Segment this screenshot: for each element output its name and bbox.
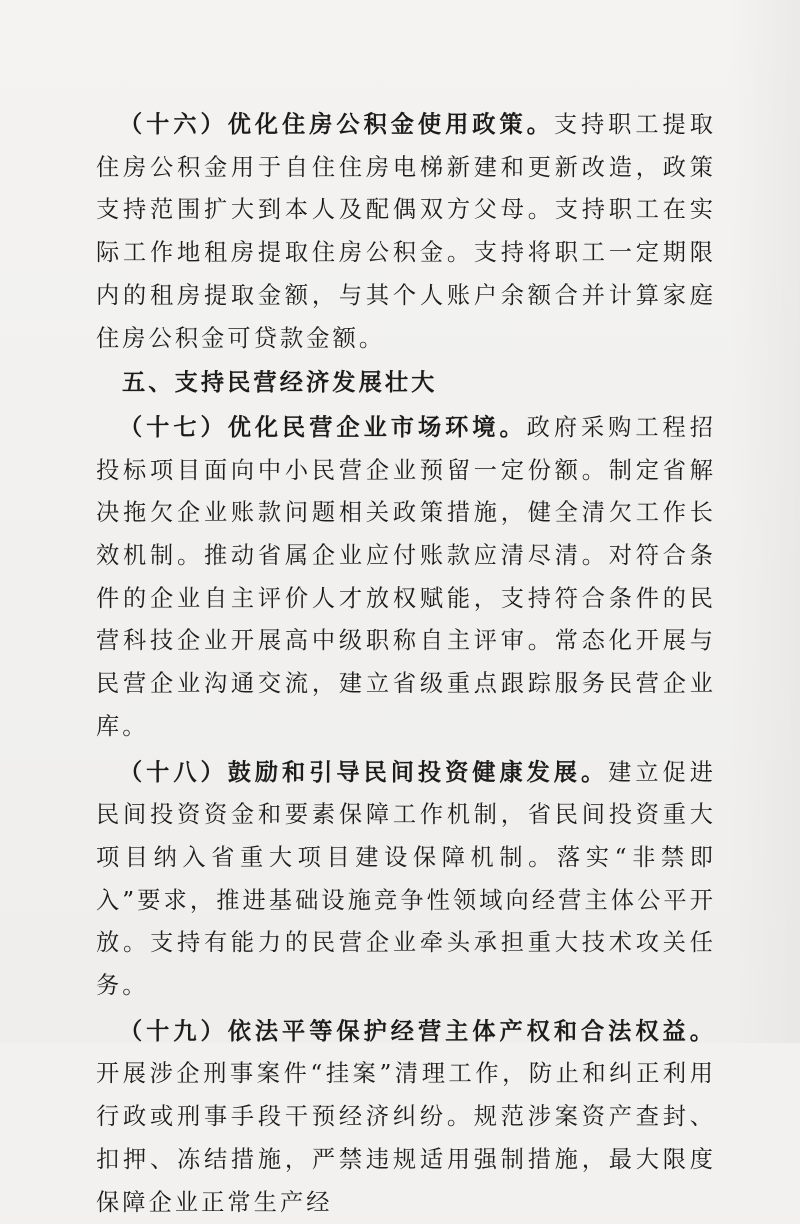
paragraph-17 bbox=[96, 407, 716, 749]
document-body bbox=[96, 104, 716, 1224]
paragraph-17-lead: （十七）优化民营企业市场环境。 bbox=[119, 413, 527, 441]
section-heading-5: 五、支持民营经济发展壮大 bbox=[122, 369, 438, 397]
paragraph-18-body: 建立促进民间投资资金和要素保障工作机制，省民间投资重大项目纳入省重大项目建设保障机制。落实“非禁即入”要求，推进基础设施竞争性领域向经营主体公平开放。支持有能力的民营企业牵头承担重大技术攻关任务。 bbox=[96, 758, 716, 1000]
page-edge-shadow bbox=[730, 0, 800, 1043]
paragraph-19-lead: （十九）依法平等保护经营主体产权和合法权益。 bbox=[119, 1017, 716, 1045]
paragraph-16-body: 支持职工提取住房公积金用于自住住房电梯新建和更新改造，政策支持范围扩大到本人及配偶双方父母。支持职工在实际工作地租房提取住房公积金。支持将职工一定期限内的租房提取金额，与其个人账户余额合并计算家庭住房公积金可贷款金额。 bbox=[96, 111, 716, 352]
paragraph-19-body: 开展涉企刑事案件“挂案”清理工作，防止和纠正利用行政或刑事手段干预经济纠纷。规范涉案资产查封、扣押、冻结措施，严禁违规适用强制措施，最大限度保障企业正常生产经 bbox=[96, 1060, 716, 1216]
paragraph-16-lead: （十六）优化住房公积金使用政策。 bbox=[119, 111, 554, 138]
paragraph-16 bbox=[96, 104, 716, 360]
paragraph-19 bbox=[96, 1011, 716, 1224]
paragraph-17-body: 政府采购工程招投标项目面向中小民营企业预留一定份额。制定省解决拖欠企业账款问题相关政策措施，健全清欠工作长效机制。推动省属企业应付账款应清尽清。对符合条件的企业自主评价人才放权赋能，支持符合条件的民营科技企业开展高中级职称自主评审。常态化开展与民营企业沟通交流，建立省级重点跟踪服务民营企业库。 bbox=[96, 413, 717, 740]
paragraph-18 bbox=[96, 752, 716, 1008]
paragraph-18-lead: （十八）鼓励和引导民间投资健康发展。 bbox=[119, 758, 609, 786]
